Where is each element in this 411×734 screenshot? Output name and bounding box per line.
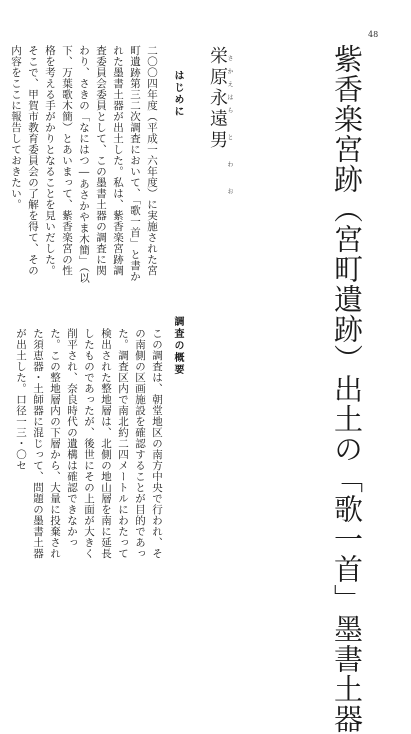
section-heading-survey: 調査の概要 bbox=[172, 316, 183, 376]
page-number: 48 bbox=[368, 30, 379, 39]
survey-paragraph: この調査は、朝堂地区の南方中央で行われ、その南側の区画施設を確認することが目的であった。調査区内で南北約二四メートルにわたって検出された整地層は、北側の地山層を南に延長したものであったが、後世にその上面が大きく削平され、奈良時代の遺構は確認できなかった。この整地層内の下層から、大量に投棄された須恵器・土師器に混じって、問題の墨書土器が出土した。口径一三・〇セ bbox=[15, 328, 163, 559]
author-name: 栄原永遠男 bbox=[207, 46, 228, 151]
author-ruby: さかえはら と わ お bbox=[226, 55, 233, 201]
intro-paragraph: 二〇〇四年度（平成一六年度）に実施された宮町遺跡第三二次調査において、「歌一首」と書かれた墨書土器が出土した。私は、紫香楽宮跡調査委員会委員として、この墨書土器の調査に関わり、さきの「なにはつ―あさかやま木簡」（以下、万葉歌木簡）とあいまって、紫香楽宮の性格を考える手がかりとなることを見いだした。そこで、甲賀市教育委員会の了解を得て、その内容をここに報告しておきたい。 bbox=[10, 45, 158, 284]
article-title: 紫香楽宮跡（宮町遺跡）出土の「歌一首」墨書土器 bbox=[330, 44, 364, 734]
section-heading-intro: はじめに bbox=[172, 70, 183, 118]
